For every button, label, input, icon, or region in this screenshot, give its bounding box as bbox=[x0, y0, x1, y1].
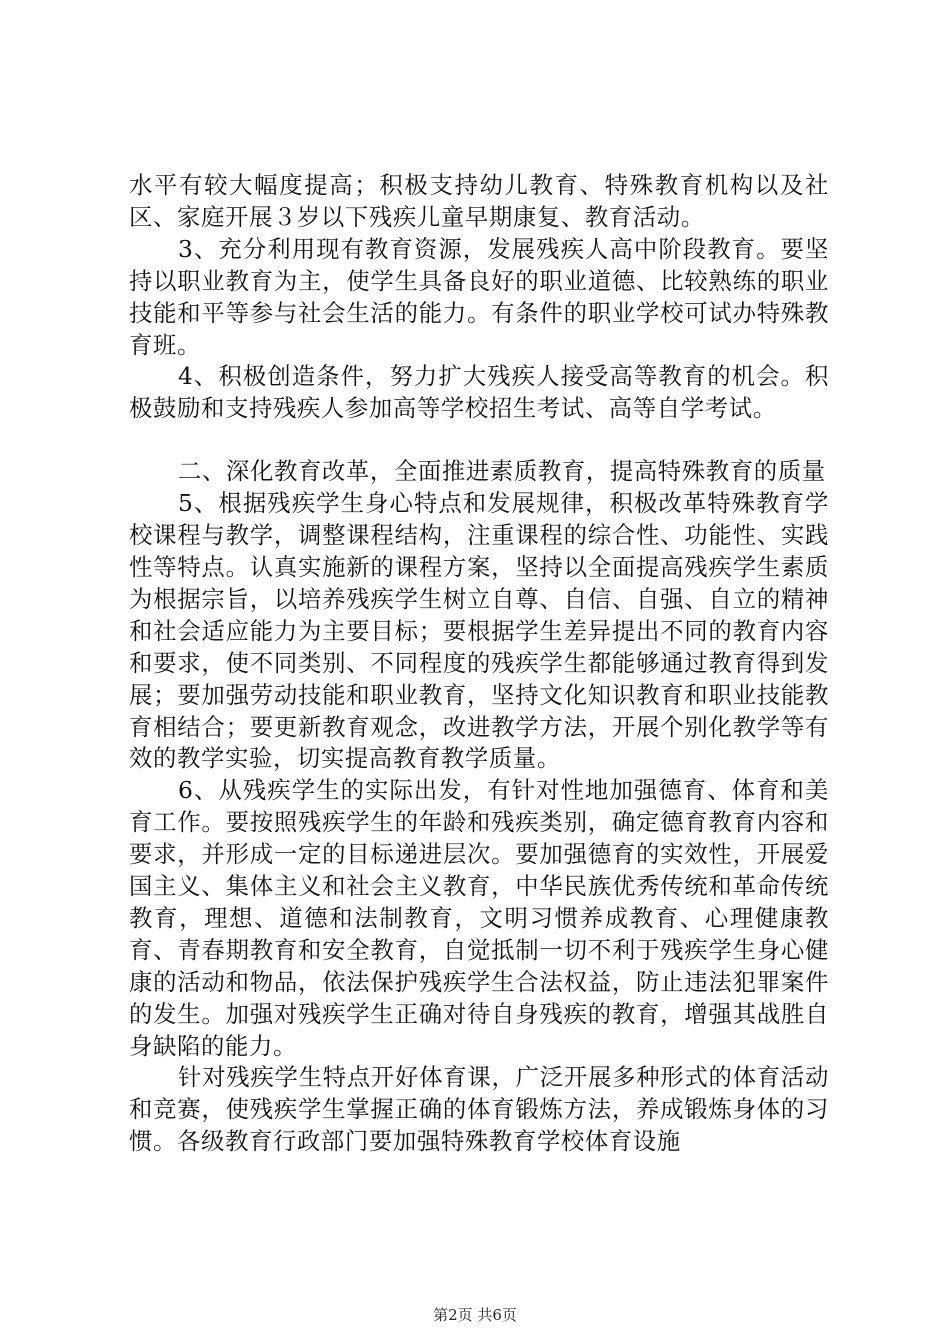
paragraph-item-4: 4、积极创造条件，努力扩大残疾人接受高等教育的机会。积极鼓励和支持残疾人参加高等学校招生考试、高等自学考试。 bbox=[129, 362, 829, 423]
page-number-footer: 第2页 共6页 bbox=[433, 1306, 517, 1324]
paragraph-item-6: 6、从残疾学生的实际出发，有针对性地加强德育、体育和美育工作。要按照残疾学生的年龄和残疾类别，确定德育教育内容和要求，并形成一定的目标递进层次。要加强德育的实效性，开展爱国主义、集体主义和社会主义教育，中华民族优秀传统和革命传统教育，理想、道德和法制教育，文明习惯养成教育、心理健康教育、青春期教育和安全教育，自觉抵制一切不利于残疾学生身心健康的活动和物品，依法保护残疾学生合法权益，防止违法犯罪案件的发生。加强对残疾学生正确对待自身残疾的教育，增强其战胜自身缺陷的能力。 bbox=[129, 776, 829, 1060]
document-body bbox=[129, 170, 829, 1158]
paragraph-continuation: 水平有较大幅度提高；积极支持幼儿教育、特殊教育机构以及社区、家庭开展３岁以下残疾儿童早期康复、教育活动。 bbox=[129, 171, 829, 231]
paragraph-item-3: 3、充分利用现有教育资源，发展残疾人高中阶段教育。要坚持以职业教育为主，使学生具备良好的职业道德、比较熟练的职业技能和平等参与社会生活的能力。有条件的职业学校可试办特殊教育班。 bbox=[129, 234, 829, 359]
section-heading: 二、深化教育改革，全面推进素质教育，提高特殊教育的质量 bbox=[178, 457, 826, 486]
paragraph-sports: 针对残疾学生特点开好体育课，广泛开展多种形式的体育活动和竞赛，使残疾学生掌握正确的体育锻炼方法，养成锻炼身体的习惯。各级教育行政部门要加强特殊教育学校体育设施 bbox=[129, 1063, 829, 1156]
paragraph-item-5: 5、根据残疾学生身心特点和发展规律，积极改革特殊教育学校课程与教学，调整课程结构，注重课程的综合性、功能性、实践性等特点。认真实施新的课程方案，坚持以全面提高残疾学生素质为根据宗旨，以培养残疾学生树立自尊、自信、自强、自立的精神和社会适应能力为主要目标；要根据学生差异提出不同的教育内容和要求，使不同类别、不同程度的残疾学生都能够通过教育得到发展；要加强劳动技能和职业教育，坚持文化知识教育和职业技能教育相结合；要更新教育观念，改进教学方法，开展个别化教学等有效的教学实验，切实提高教育教学质量。 bbox=[129, 489, 829, 773]
